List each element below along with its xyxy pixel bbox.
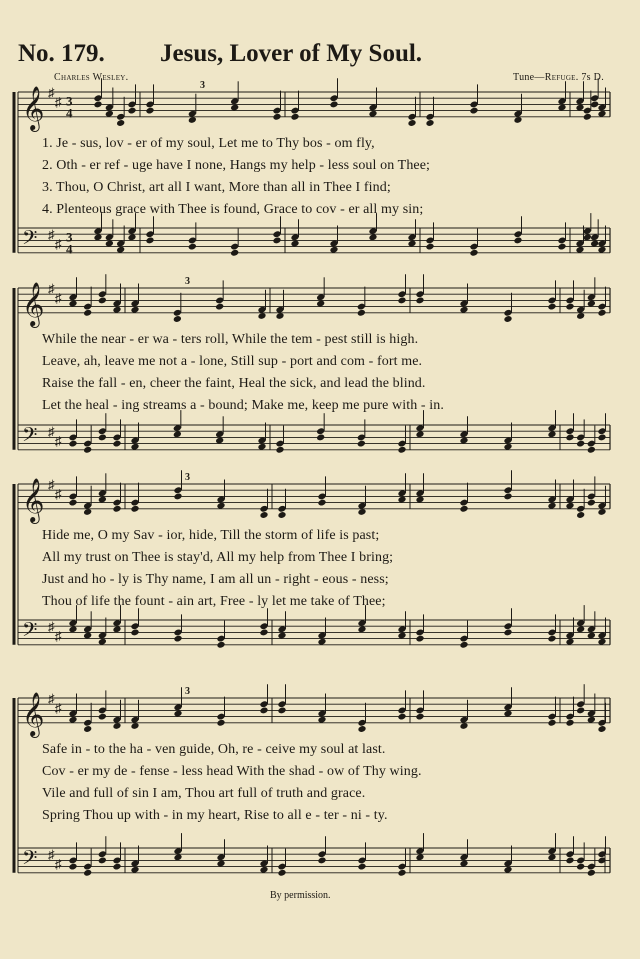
alto-note [277,511,286,519]
lyric-s4-v4: Spring Thou up with - in my heart, Rise to all e - ter - ni - ty. [42,808,388,823]
tenor-note [576,863,585,871]
sharp-icon: ♯ [48,281,55,296]
bass-clef-icon: 𝄢 [22,422,38,451]
alto-note [397,296,406,304]
alto-note [576,511,585,519]
lyric-s2-v4: Let the heal - ing streams a - bound; Make me, keep me pure with - in. [42,398,444,413]
tune-label: Tune [513,72,535,83]
lyric-s2-v1: While the near - er wa - ters roll, While the tem - pest still is high. [42,332,419,347]
tenor-note [397,869,406,877]
sharp-icon: ♯ [48,477,55,492]
treble-clef-icon: 𝄞 [22,477,45,522]
tenor-note [557,243,566,251]
alto-note [547,303,556,311]
tenor-note [216,641,225,649]
alto-note [357,725,366,733]
tenor-note [112,440,121,448]
tenor-note [459,641,468,649]
alto-note [503,492,512,500]
lyric-s3-v2: All my trust on Thee is stay'd, All my help from Thee I bring; [42,550,394,565]
time-signature-top: 3 [66,229,73,245]
tenor-note [547,635,556,643]
tenor-note [587,869,596,877]
lyric-s2-v2: Leave, ah, leave me not a - lone, Still sup - port and com - fort me. [42,354,423,369]
alto-note [329,100,338,108]
alto-note [397,713,406,721]
sharp-icon: ♯ [55,486,62,502]
time-signature-top: 3 [66,93,73,109]
alto-note [415,296,424,304]
tenor-note [587,446,596,454]
alto-note [587,499,596,507]
lyric-s1-v1: 1. Je - sus, lov - er of my soul, Let me to Thy bos - om fly, [42,136,375,151]
lyric-s3-v1: Hide me, O my Sav - ior, hide, Till the storm of life is past; [42,528,380,543]
bass-clef-icon: 𝄢 [22,617,38,646]
sharp-icon: ♯ [48,847,55,863]
alto-note [93,100,102,108]
lyric-s1-v3: 3. Thou, O Christ, art all I want, More than all in Thee I find; [42,180,391,195]
tune-info: Tune—Refuge. 7s D. [513,72,604,83]
alto-note [259,511,268,519]
alto-note [145,107,154,115]
alto-note [83,309,92,317]
tenor-note [513,236,522,244]
alto-note [290,113,299,121]
tenor-note [272,236,281,244]
alto-note [116,119,125,127]
treble-clef-icon: 𝄞 [22,691,45,736]
sharp-icon: ♯ [55,856,62,872]
alto-note [565,719,574,727]
sharp-icon: ♯ [48,85,55,100]
alto-note [576,706,585,714]
tenor-note [576,440,585,448]
tenor-note [503,628,512,636]
alto-note [68,499,77,507]
tune-name: Refuge. [544,72,579,83]
tenor-note [68,440,77,448]
tenor-note [230,249,239,257]
tenor-note [68,863,77,871]
sharp-icon: ♯ [55,628,62,644]
sharp-icon: ♯ [48,424,55,440]
tenor-note [188,243,197,251]
tenor-note [425,243,434,251]
triplet-mark: 3 [200,80,205,91]
tenor-note [275,446,284,454]
alto-note [173,492,182,500]
lyric-s1-v2: 2. Oth - er ref - uge have I none, Hangs my help - less soul on Thee; [42,158,431,173]
alto-note [127,107,136,115]
alto-note [130,505,139,513]
alto-note [590,100,599,108]
sharp-icon: ♯ [55,290,62,306]
tenor-note [357,863,366,871]
bass-clef-icon: 𝄢 [22,225,38,254]
tenor-note [277,869,286,877]
tenor-note [83,446,92,454]
tenor-note [397,446,406,454]
alto-note [503,315,512,323]
alto-note [597,725,606,733]
time-signature-bottom: 4 [66,241,73,257]
alto-note [98,296,107,304]
lyric-s4-v3: Vile and full of sin I am, Thou art full of truth and grace. [42,786,366,801]
alto-note [469,107,478,115]
alto-note [216,719,225,727]
permission-note: By permission. [270,890,331,901]
alto-note [277,706,286,714]
tenor-note [98,433,107,441]
hymn-title: Jesus, Lover of My Soul. [160,40,423,67]
alto-note [547,719,556,727]
lyric-s4-v1: Safe in - to the ha - ven guide, Oh, re - ceive my soul at last. [42,742,386,757]
triplet-mark: 3 [185,686,190,697]
tenor-note [130,628,139,636]
alto-note [407,119,416,127]
sharp-icon: ♯ [55,433,62,449]
lyric-s2-v3: Raise the fall - en, cheer the faint, Heal the sick, and lead the blind. [42,376,426,391]
alto-note [317,499,326,507]
alto-note [357,309,366,317]
tenor-note [565,433,574,441]
tenor-note [145,236,154,244]
tenor-note [415,635,424,643]
sharp-icon: ♯ [48,227,55,243]
alto-note [597,309,606,317]
sharp-icon: ♯ [55,236,62,252]
tune-meter: 7s D. [581,72,604,83]
triplet-mark: 3 [185,276,190,287]
tenor-note [597,433,606,441]
alto-note [425,119,434,127]
sharp-icon: ♯ [48,619,55,635]
tenor-note [565,856,574,864]
sharp-icon: ♯ [55,94,62,110]
alto-note [415,713,424,721]
time-signature-bottom: 4 [66,105,73,121]
treble-clef-icon: 𝄞 [22,281,45,326]
tenor-note [98,856,107,864]
treble-clef-icon: 𝄞 [22,85,45,130]
tenor-note [469,249,478,257]
tenor-note [317,856,326,864]
tenor-note [259,628,268,636]
alto-note [259,706,268,714]
alto-note [583,113,592,121]
tenor-note [316,433,325,441]
hymn-number: No. 179. [18,40,105,67]
sharp-icon: ♯ [48,691,55,706]
alto-note [83,725,92,733]
sharp-icon: ♯ [55,700,62,716]
lyric-s3-v4: Thou of life the fount - ain art, Free - ly let me take of Thee; [42,594,386,609]
alto-note [215,303,224,311]
triplet-mark: 3 [185,472,190,483]
alto-note [565,303,574,311]
hymn-author: Charles Wesley. [54,72,129,83]
lyric-s4-v2: Cov - er my de - fense - less head With the shad - ow of Thy wing. [42,764,422,779]
tenor-note [83,869,92,877]
tenor-note [357,440,366,448]
bass-clef-icon: 𝄢 [22,845,38,874]
lyric-s1-v4: 4. Plenteous grace with Thee is found, Grace to cov - er all my sin; [42,202,424,217]
tenor-note [112,863,121,871]
alto-note [459,505,468,513]
alto-note [98,713,107,721]
alto-note [112,505,121,513]
lyric-s3-v3: Just and ho - ly is Thy name, I am all un - right - eous - ness; [42,572,389,587]
alto-note [272,113,281,121]
alto-note [173,315,182,323]
tenor-note [173,635,182,643]
